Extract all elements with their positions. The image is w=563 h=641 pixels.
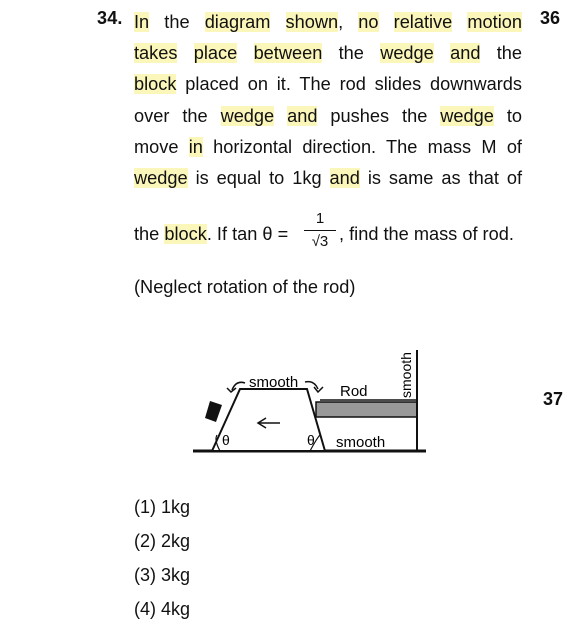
highlighted-word: In xyxy=(134,12,150,32)
fraction-numerator: 1 xyxy=(315,210,325,227)
question-text-segment xyxy=(237,43,253,63)
highlighted-word: relative xyxy=(393,12,453,32)
highlighted-word: and xyxy=(450,43,481,64)
question-text-segment: , xyxy=(338,12,359,32)
question-line xyxy=(134,69,522,100)
highlighted-word: and xyxy=(287,105,318,126)
wedge-rod-diagram xyxy=(190,338,435,458)
fraction-denominator: √3 xyxy=(311,233,329,250)
highlighted-word: block xyxy=(134,74,177,95)
smooth-arrowhead-right xyxy=(314,387,323,392)
theta-left-label: θ xyxy=(222,432,230,448)
highlighted-word: and xyxy=(329,168,360,189)
question-text-segment xyxy=(379,12,394,32)
condition-line xyxy=(134,210,522,258)
question-text-segment: the xyxy=(322,43,381,64)
theta-right-label: θ xyxy=(307,432,315,448)
question-text-segment: is same as that of xyxy=(359,168,522,189)
question-text-segment xyxy=(434,43,450,63)
condition-prefix: the block. If tan θ = xyxy=(134,224,289,244)
next-question-number-middle: 37 xyxy=(543,389,563,409)
highlighted-word: between xyxy=(253,43,323,64)
question-line xyxy=(134,7,522,38)
option-3[interactable]: (3) 3kg xyxy=(134,565,191,585)
neglect-note: (Neglect rotation of the rod) xyxy=(134,277,356,297)
highlighted-word: place xyxy=(193,43,238,64)
question-number: 34. xyxy=(97,8,123,28)
question-text-segment xyxy=(270,12,285,32)
smooth-vertical-label: smooth xyxy=(398,352,414,398)
condition-suffix: , find the mass of rod. xyxy=(339,224,514,244)
question-text-segment xyxy=(274,106,287,126)
question-text-segment: is equal to 1kg xyxy=(187,168,330,189)
option-4[interactable]: (4) 4kg xyxy=(134,599,191,619)
highlighted-word: wedge xyxy=(220,105,275,126)
question-text-segment: move xyxy=(134,136,189,157)
smooth-top-label: smooth xyxy=(249,374,299,391)
smooth-top-right-arrow xyxy=(305,382,318,389)
fraction-bar xyxy=(304,230,336,231)
question-text-segment xyxy=(177,43,193,63)
highlighted-word: no xyxy=(358,12,379,32)
question-text-segment: horizontal direction. The mass M of xyxy=(202,136,522,157)
question-line xyxy=(134,163,522,194)
question-text-segment xyxy=(452,12,467,32)
options-list xyxy=(134,494,190,630)
question-text-segment: pushes the xyxy=(317,105,441,126)
highlighted-word: diagram xyxy=(204,12,271,32)
question-line xyxy=(134,38,522,69)
question-text-segment: over the xyxy=(134,105,221,126)
highlighted-word: motion xyxy=(467,12,522,32)
smooth-bottom-label: smooth xyxy=(336,434,386,451)
question-text-segment: to xyxy=(493,105,522,126)
option-2[interactable]: (2) 2kg xyxy=(134,531,191,551)
question-text xyxy=(134,7,522,194)
question-line xyxy=(134,101,522,132)
rod xyxy=(316,402,417,417)
option-1[interactable]: (1) 1kg xyxy=(134,497,191,517)
highlighted-word: shown xyxy=(285,12,339,32)
highlighted-word: wedge xyxy=(440,105,494,126)
highlighted-word: wedge xyxy=(380,43,434,64)
highlighted-word: in xyxy=(188,136,203,157)
next-question-number-top: 36 xyxy=(540,8,561,28)
smooth-arrowhead-left xyxy=(227,388,236,392)
question-text-segment: the xyxy=(480,43,523,64)
highlighted-word: takes xyxy=(134,43,178,64)
question-text-segment: placed on it. The rod slides downwards xyxy=(176,74,522,95)
question-text-segment: the xyxy=(149,12,205,32)
question-line xyxy=(134,132,522,163)
tan-fraction xyxy=(304,210,336,251)
highlighted-word: wedge xyxy=(134,168,188,189)
block xyxy=(205,401,222,422)
rod-label: Rod xyxy=(340,383,368,400)
